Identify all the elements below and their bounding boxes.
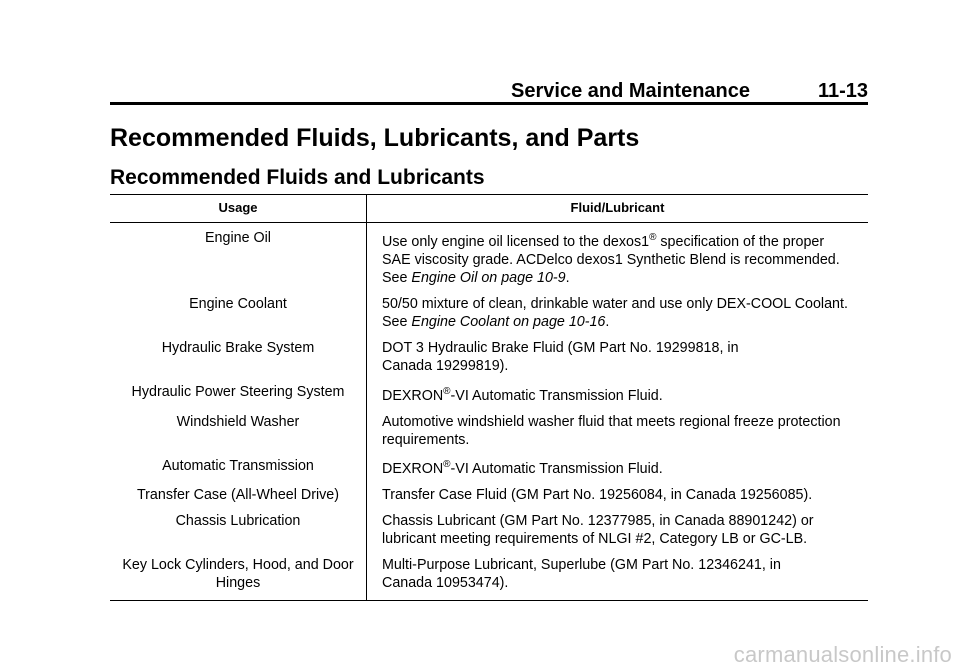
page-reference-link[interactable]: Engine Oil on page 10-9 bbox=[411, 269, 566, 286]
fluid-cell bbox=[367, 512, 869, 556]
fluid-text-main: Automotive windshield washer fluid that meets regional freeze protection requirements. bbox=[382, 413, 841, 448]
registered-mark: ® bbox=[443, 385, 451, 397]
header-section-title: Service and Maintenance bbox=[511, 80, 750, 102]
usage-cell: Key Lock Cylinders, Hood, and Door Hinges bbox=[110, 556, 367, 601]
see-prefix: See bbox=[382, 313, 412, 330]
fluid-cell bbox=[367, 295, 869, 339]
fluid-text-main: Multi-Purpose Lubricant, Superlube (GM Part No. 12346241, in Canada 10953474). bbox=[382, 557, 781, 592]
table-header-row bbox=[110, 195, 868, 223]
table-row bbox=[110, 295, 868, 339]
fluid-text-main: specification of the proper SAE viscosity grade. ACDelco dexos1 Synthetic Blend is recommended. bbox=[382, 233, 840, 268]
fluid-text bbox=[382, 513, 814, 547]
see-suffix: . bbox=[605, 313, 610, 330]
usage-cell: Engine Coolant bbox=[110, 295, 367, 339]
page-number: 11-13 bbox=[817, 80, 868, 102]
fluid-cell bbox=[367, 223, 869, 295]
usage-cell: Hydraulic Brake System bbox=[110, 339, 367, 383]
fluid-cell bbox=[367, 413, 869, 457]
fluid-cell bbox=[367, 556, 869, 601]
see-reference bbox=[382, 313, 862, 331]
usage-cell: Hydraulic Power Steering System bbox=[110, 383, 367, 413]
table-row bbox=[110, 223, 868, 295]
table-row bbox=[110, 556, 868, 601]
fluid-text bbox=[382, 557, 781, 591]
see-suffix: . bbox=[565, 269, 570, 286]
fluid-text bbox=[382, 414, 841, 448]
fluid-text-main: 50/50 mixture of clean, drinkable water and use only DEX-COOL Coolant. bbox=[382, 295, 848, 312]
usage-cell: Transfer Case (All-Wheel Drive) bbox=[110, 486, 367, 512]
table-row bbox=[110, 512, 868, 556]
usage-cell: Windshield Washer bbox=[110, 413, 367, 457]
fluid-text bbox=[382, 461, 663, 477]
fluid-text bbox=[382, 296, 848, 312]
fluid-text bbox=[382, 487, 812, 503]
fluid-text-main: -VI Automatic Transmission Fluid. bbox=[450, 461, 663, 478]
fluid-text-prefix: Use only engine oil licensed to the dexos1 bbox=[382, 233, 650, 250]
fluid-text bbox=[382, 385, 663, 404]
usage-cell: Chassis Lubrication bbox=[110, 512, 367, 556]
registered-mark: ® bbox=[443, 459, 451, 471]
fluid-text-main: Transfer Case Fluid (GM Part No. 19256084, in Canada 19256085). bbox=[382, 487, 813, 504]
fluid-text-prefix: DEXRON bbox=[382, 387, 444, 404]
see-prefix: See bbox=[382, 269, 412, 286]
watermark: carmanualsonline.info bbox=[733, 642, 952, 667]
table-row bbox=[110, 486, 868, 512]
table-row bbox=[110, 383, 868, 413]
table-row bbox=[110, 339, 868, 383]
fluid-text-prefix: DEXRON bbox=[382, 461, 444, 478]
fluid-cell bbox=[367, 457, 869, 487]
table-row bbox=[110, 413, 868, 457]
table-row bbox=[110, 457, 868, 487]
fluid-cell bbox=[367, 339, 869, 383]
page-reference-link[interactable]: Engine Coolant on page 10-16 bbox=[411, 313, 606, 330]
fluid-text-main: Chassis Lubricant (GM Part No. 12377985, in Canada 88901242) or lubricant meeting requirements of NLGI #2, Category LB or GC-LB. bbox=[382, 513, 814, 548]
see-reference bbox=[382, 269, 862, 287]
fluid-text-main: -VI Automatic Transmission Fluid. bbox=[450, 387, 663, 404]
fluids-table bbox=[110, 194, 868, 601]
column-header-fluid: Fluid/Lubricant bbox=[570, 200, 665, 215]
fluid-cell bbox=[367, 383, 869, 413]
fluid-text bbox=[382, 340, 739, 374]
fluid-cell bbox=[367, 486, 869, 512]
section-title: Recommended Fluids and Lubricants bbox=[110, 166, 485, 189]
fluid-text-main: DOT 3 Hydraulic Brake Fluid (GM Part No. 19299818, in Canada 19299819). bbox=[382, 339, 739, 374]
fluid-text bbox=[382, 234, 840, 268]
running-header bbox=[110, 80, 868, 102]
column-header-usage: Usage bbox=[110, 195, 367, 223]
page-title: Recommended Fluids, Lubricants, and Parts bbox=[110, 124, 640, 152]
usage-cell: Engine Oil bbox=[110, 223, 367, 295]
header-rule bbox=[110, 102, 868, 105]
usage-cell: Automatic Transmission bbox=[110, 457, 367, 487]
registered-mark: ® bbox=[649, 232, 657, 243]
